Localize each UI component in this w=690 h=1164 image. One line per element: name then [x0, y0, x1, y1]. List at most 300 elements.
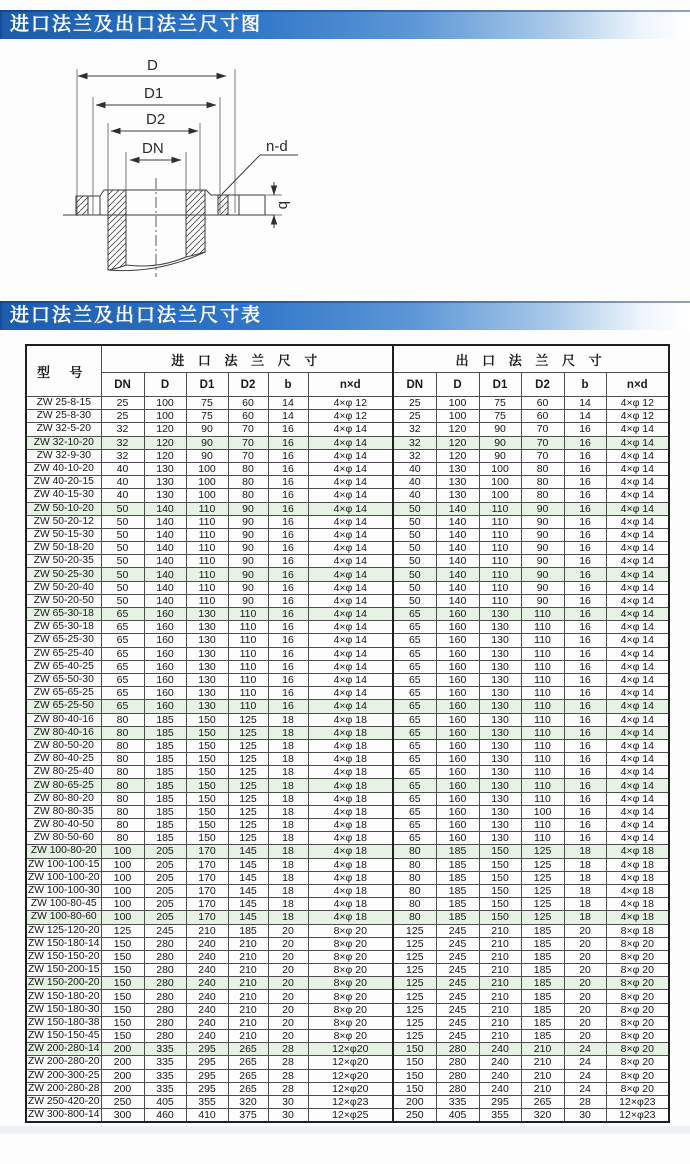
model-cell: ZW 80-40-16: [26, 726, 101, 739]
value-cell: 120: [144, 436, 186, 449]
value-cell: 50: [101, 555, 144, 568]
value-cell: 65: [101, 608, 144, 621]
value-cell: 90: [521, 515, 564, 528]
value-cell: 130: [186, 608, 228, 621]
value-cell: 90: [521, 581, 564, 594]
value-cell: 110: [228, 621, 268, 634]
value-cell: 30: [268, 1109, 308, 1123]
table-row: [26, 1016, 669, 1029]
value-cell: 125: [521, 898, 564, 911]
value-cell: 80: [393, 898, 436, 911]
value-cell: 24: [564, 1043, 606, 1056]
value-cell: 80: [101, 832, 144, 845]
value-cell: 4×φ 14: [606, 687, 669, 700]
value-cell: 210: [228, 1030, 268, 1043]
value-cell: 4×φ 14: [606, 832, 669, 845]
value-cell: 16: [268, 476, 308, 489]
value-cell: 250: [393, 1109, 436, 1123]
value-cell: 210: [521, 1056, 564, 1069]
value-cell: 125: [228, 739, 268, 752]
table-row: [26, 700, 669, 713]
value-cell: 140: [144, 528, 186, 541]
table-row: [26, 964, 669, 977]
value-cell: 50: [393, 528, 436, 541]
value-cell: 130: [479, 621, 521, 634]
value-cell: 125: [393, 964, 436, 977]
value-cell: 4×φ 18: [606, 911, 669, 924]
model-cell: ZW 150-180-38: [27, 1016, 100, 1028]
value-cell: 12×φ23: [606, 1109, 669, 1123]
value-cell: 4×φ 14: [606, 515, 669, 528]
model-cell: ZW 80-50-60: [26, 832, 101, 845]
value-cell: 75: [186, 397, 228, 410]
value-cell: 90: [186, 436, 228, 449]
value-cell: 170: [186, 871, 228, 884]
value-cell: 130: [186, 647, 228, 660]
value-cell: 60: [521, 397, 564, 410]
value-cell: 295: [186, 1069, 228, 1082]
value-cell: 90: [228, 515, 268, 528]
value-cell: 405: [144, 1095, 186, 1108]
value-cell: 200: [101, 1056, 144, 1069]
value-cell: 8×φ 20: [308, 950, 393, 963]
value-cell: 16: [564, 634, 606, 647]
value-cell: 100: [144, 410, 186, 423]
model-cell: ZW 80-40-50: [26, 819, 101, 832]
value-cell: 130: [479, 753, 521, 766]
value-cell: 16: [268, 436, 308, 449]
value-cell: 210: [479, 1030, 521, 1043]
value-cell: 16: [564, 660, 606, 673]
value-cell: 110: [479, 515, 521, 528]
column-header-inlet-b: b: [268, 373, 308, 397]
model-cell: ZW 250-420-20: [27, 1096, 100, 1108]
value-cell: 150: [186, 805, 228, 818]
value-cell: 120: [436, 436, 479, 449]
value-cell: 8×φ 20: [606, 1016, 669, 1029]
column-header-inlet-nxd: n×d: [308, 373, 393, 397]
model-cell: ZW 50-15-30: [26, 528, 101, 541]
value-cell: 4×φ 14: [606, 489, 669, 502]
value-cell: 8×φ 20: [308, 937, 393, 950]
column-header-outlet-b: b: [564, 373, 606, 397]
value-cell: 4×φ 14: [606, 568, 669, 581]
value-cell: 20: [268, 977, 308, 990]
value-cell: 80: [101, 739, 144, 752]
value-cell: 60: [228, 397, 268, 410]
value-cell: 4×φ 14: [606, 542, 669, 555]
model-cell: ZW 80-25-40: [26, 766, 101, 779]
value-cell: 20: [564, 1016, 606, 1029]
value-cell: 240: [186, 1016, 228, 1029]
value-cell: 125: [521, 871, 564, 884]
value-cell: 240: [186, 964, 228, 977]
value-cell: 16: [268, 542, 308, 555]
value-cell: 110: [479, 568, 521, 581]
value-cell: 16: [564, 832, 606, 845]
value-cell: 14: [268, 397, 308, 410]
value-cell: 110: [228, 634, 268, 647]
value-cell: 4×φ 14: [606, 805, 669, 818]
value-cell: 65: [393, 700, 436, 713]
value-cell: 185: [521, 964, 564, 977]
value-cell: 20: [564, 1003, 606, 1016]
value-cell: 16: [268, 608, 308, 621]
value-cell: 4×φ 14: [606, 634, 669, 647]
value-cell: 4×φ 14: [308, 502, 393, 515]
value-cell: 140: [144, 594, 186, 607]
value-cell: 160: [436, 739, 479, 752]
value-cell: 130: [186, 700, 228, 713]
value-cell: 100: [101, 884, 144, 897]
dim-label-b: b: [275, 201, 292, 210]
value-cell: 130: [479, 739, 521, 752]
value-cell: 110: [479, 528, 521, 541]
value-cell: 4×φ 14: [606, 555, 669, 568]
value-cell: 110: [186, 555, 228, 568]
column-header-outlet-d: D: [436, 373, 479, 397]
value-cell: 18: [268, 739, 308, 752]
value-cell: 100: [436, 397, 479, 410]
value-cell: 185: [521, 924, 564, 937]
value-cell: 16: [268, 594, 308, 607]
value-cell: 110: [479, 502, 521, 515]
value-cell: 210: [228, 977, 268, 990]
value-cell: 16: [564, 555, 606, 568]
value-cell: 16: [268, 687, 308, 700]
value-cell: 16: [268, 462, 308, 475]
value-cell: 28: [268, 1056, 308, 1069]
value-cell: 32: [101, 423, 144, 436]
value-cell: 50: [101, 515, 144, 528]
value-cell: 125: [393, 1016, 436, 1029]
table-row: [26, 555, 669, 568]
value-cell: 4×φ 18: [308, 792, 393, 805]
table-row: [26, 950, 669, 963]
value-cell: 65: [393, 819, 436, 832]
value-cell: 335: [144, 1082, 186, 1095]
value-cell: 12×φ25: [308, 1109, 393, 1123]
value-cell: 125: [228, 819, 268, 832]
value-cell: 150: [186, 753, 228, 766]
value-cell: 80: [101, 819, 144, 832]
table-row: [26, 753, 669, 766]
model-cell: ZW 65-40-25: [26, 660, 101, 673]
value-cell: 80: [521, 476, 564, 489]
value-cell: 160: [436, 608, 479, 621]
page-bottom-strip: [0, 1126, 690, 1134]
value-cell: 16: [268, 502, 308, 515]
table-row: [26, 489, 669, 502]
value-cell: 4×φ 14: [606, 476, 669, 489]
value-cell: 4×φ 18: [606, 871, 669, 884]
value-cell: 4×φ 18: [308, 911, 393, 924]
model-cell: ZW 32-9-30: [26, 449, 101, 462]
value-cell: 65: [393, 608, 436, 621]
table-row: [26, 502, 669, 515]
value-cell: 50: [101, 568, 144, 581]
value-cell: 4×φ 18: [606, 845, 669, 858]
value-cell: 410: [186, 1109, 228, 1123]
value-cell: 185: [144, 805, 186, 818]
value-cell: 110: [521, 700, 564, 713]
value-cell: 14: [268, 410, 308, 423]
value-cell: 295: [186, 1082, 228, 1095]
table-row: [26, 410, 669, 423]
value-cell: 125: [393, 990, 436, 1003]
value-cell: 125: [393, 977, 436, 990]
model-cell: ZW 100-100-20: [27, 871, 100, 883]
value-cell: 150: [186, 792, 228, 805]
value-cell: 16: [564, 462, 606, 475]
value-cell: 16: [564, 779, 606, 792]
dim-label-D: D: [147, 57, 158, 74]
value-cell: 4×φ 14: [606, 779, 669, 792]
value-cell: 125: [393, 950, 436, 963]
value-cell: 65: [393, 792, 436, 805]
column-header-inlet-d: D: [144, 373, 186, 397]
value-cell: 4×φ 14: [606, 766, 669, 779]
value-cell: 65: [101, 700, 144, 713]
value-cell: 32: [101, 436, 144, 449]
value-cell: 18: [268, 871, 308, 884]
value-cell: 14: [564, 397, 606, 410]
value-cell: 265: [228, 1069, 268, 1082]
value-cell: 12×φ20: [308, 1043, 393, 1056]
model-cell: ZW 65-25-40: [26, 647, 101, 660]
value-cell: 4×φ 14: [308, 528, 393, 541]
table-row: [26, 673, 669, 686]
value-cell: 110: [521, 713, 564, 726]
value-cell: 210: [228, 1003, 268, 1016]
value-cell: 150: [479, 858, 521, 871]
value-cell: 185: [436, 845, 479, 858]
value-cell: 130: [479, 647, 521, 660]
model-cell: ZW 50-25-30: [26, 568, 101, 581]
value-cell: 110: [186, 581, 228, 594]
value-cell: 8×φ 20: [308, 1003, 393, 1016]
value-cell: 110: [521, 673, 564, 686]
value-cell: 185: [144, 726, 186, 739]
value-cell: 18: [564, 871, 606, 884]
value-cell: 460: [144, 1109, 186, 1123]
value-cell: 4×φ 14: [606, 726, 669, 739]
value-cell: 8×φ 18: [606, 924, 669, 937]
value-cell: 70: [521, 436, 564, 449]
value-cell: 16: [564, 792, 606, 805]
value-cell: 185: [521, 977, 564, 990]
model-cell: ZW 80-80-20: [26, 792, 101, 805]
value-cell: 18: [268, 884, 308, 897]
value-cell: 280: [144, 1003, 186, 1016]
value-cell: 245: [436, 990, 479, 1003]
model-cell: ZW 65-25-30: [26, 634, 101, 647]
value-cell: 160: [436, 726, 479, 739]
value-cell: 210: [521, 1082, 564, 1095]
value-cell: 210: [479, 924, 521, 937]
value-cell: 300: [101, 1109, 144, 1123]
value-cell: 65: [101, 634, 144, 647]
value-cell: 20: [268, 1030, 308, 1043]
table-row: [26, 423, 669, 436]
value-cell: 50: [393, 555, 436, 568]
value-cell: 160: [436, 832, 479, 845]
value-cell: 150: [186, 713, 228, 726]
value-cell: 200: [101, 1082, 144, 1095]
value-cell: 80: [228, 489, 268, 502]
value-cell: 8×φ 20: [606, 990, 669, 1003]
value-cell: 130: [144, 489, 186, 502]
value-cell: 70: [521, 449, 564, 462]
table-row: [26, 436, 669, 449]
value-cell: 80: [101, 805, 144, 818]
value-cell: 20: [564, 924, 606, 937]
value-cell: 210: [521, 1069, 564, 1082]
value-cell: 8×φ 20: [308, 924, 393, 937]
value-cell: 12×φ20: [308, 1056, 393, 1069]
value-cell: 4×φ 14: [308, 700, 393, 713]
value-cell: 8×φ 20: [606, 950, 669, 963]
value-cell: 240: [479, 1069, 521, 1082]
value-cell: 75: [186, 410, 228, 423]
table-row: [26, 621, 669, 634]
value-cell: 100: [521, 805, 564, 818]
value-cell: 16: [564, 608, 606, 621]
value-cell: 265: [521, 1095, 564, 1108]
value-cell: 120: [436, 449, 479, 462]
column-header-inlet-dn: DN: [101, 373, 144, 397]
value-cell: 150: [479, 898, 521, 911]
value-cell: 12×φ20: [308, 1069, 393, 1082]
value-cell: 140: [436, 581, 479, 594]
value-cell: 4×φ 12: [606, 397, 669, 410]
value-cell: 110: [521, 832, 564, 845]
value-cell: 80: [228, 476, 268, 489]
value-cell: 4×φ 14: [606, 436, 669, 449]
value-cell: 4×φ 14: [308, 449, 393, 462]
value-cell: 160: [436, 805, 479, 818]
value-cell: 65: [101, 673, 144, 686]
value-cell: 80: [101, 766, 144, 779]
value-cell: 4×φ 18: [308, 805, 393, 818]
value-cell: 150: [186, 779, 228, 792]
value-cell: 50: [101, 542, 144, 555]
value-cell: 240: [186, 950, 228, 963]
value-cell: 130: [436, 462, 479, 475]
value-cell: 240: [479, 1056, 521, 1069]
value-cell: 130: [144, 476, 186, 489]
value-cell: 110: [228, 687, 268, 700]
value-cell: 65: [393, 766, 436, 779]
value-cell: 150: [101, 1030, 144, 1043]
value-cell: 265: [228, 1043, 268, 1056]
value-cell: 65: [393, 673, 436, 686]
value-cell: 210: [521, 1043, 564, 1056]
value-cell: 185: [436, 911, 479, 924]
value-cell: 160: [436, 673, 479, 686]
value-cell: 295: [479, 1095, 521, 1108]
value-cell: 130: [479, 608, 521, 621]
value-cell: 20: [564, 990, 606, 1003]
value-cell: 150: [186, 739, 228, 752]
value-cell: 16: [564, 449, 606, 462]
value-cell: 90: [186, 449, 228, 462]
value-cell: 16: [268, 515, 308, 528]
value-cell: 14: [564, 410, 606, 423]
value-cell: 90: [521, 528, 564, 541]
value-cell: 145: [228, 898, 268, 911]
value-cell: 30: [268, 1095, 308, 1108]
table-row: [26, 515, 669, 528]
value-cell: 28: [268, 1069, 308, 1082]
model-cell: ZW 200-280-14: [27, 1043, 100, 1055]
value-cell: 110: [186, 502, 228, 515]
value-cell: 25: [101, 410, 144, 423]
value-cell: 80: [101, 726, 144, 739]
value-cell: 355: [186, 1095, 228, 1108]
model-cell: ZW 125-120-20: [27, 924, 100, 936]
value-cell: 90: [228, 594, 268, 607]
value-cell: 185: [521, 937, 564, 950]
table-row: [26, 739, 669, 752]
value-cell: 210: [228, 964, 268, 977]
value-cell: 4×φ 14: [308, 436, 393, 449]
value-cell: 130: [479, 766, 521, 779]
value-cell: 90: [521, 568, 564, 581]
value-cell: 65: [393, 805, 436, 818]
value-cell: 65: [393, 687, 436, 700]
value-cell: 210: [228, 990, 268, 1003]
column-header-model: 型 号: [26, 345, 101, 397]
value-cell: 160: [144, 687, 186, 700]
table-row: [26, 608, 669, 621]
value-cell: 110: [186, 594, 228, 607]
value-cell: 20: [564, 1030, 606, 1043]
value-cell: 125: [521, 884, 564, 897]
value-cell: 18: [268, 713, 308, 726]
value-cell: 160: [144, 700, 186, 713]
value-cell: 210: [228, 937, 268, 950]
value-cell: 145: [228, 911, 268, 924]
model-cell: ZW 40-15-30: [26, 489, 101, 502]
table-row: [26, 1109, 669, 1123]
value-cell: 160: [144, 647, 186, 660]
value-cell: 110: [521, 660, 564, 673]
value-cell: 65: [101, 621, 144, 634]
value-cell: 40: [101, 476, 144, 489]
value-cell: 16: [564, 687, 606, 700]
value-cell: 4×φ 14: [606, 713, 669, 726]
value-cell: 245: [436, 1016, 479, 1029]
model-cell: ZW 65-30-18: [26, 621, 101, 634]
value-cell: 210: [479, 937, 521, 950]
value-cell: 150: [479, 871, 521, 884]
value-cell: 65: [101, 647, 144, 660]
value-cell: 160: [436, 660, 479, 673]
model-cell: ZW 80-65-25: [26, 779, 101, 792]
value-cell: 25: [101, 397, 144, 410]
table-row: [26, 990, 669, 1003]
value-cell: 65: [393, 660, 436, 673]
value-cell: 170: [186, 858, 228, 871]
value-cell: 50: [393, 515, 436, 528]
value-cell: 4×φ 18: [308, 753, 393, 766]
value-cell: 16: [564, 700, 606, 713]
value-cell: 170: [186, 898, 228, 911]
value-cell: 125: [228, 726, 268, 739]
value-cell: 110: [521, 739, 564, 752]
value-cell: 4×φ 14: [606, 792, 669, 805]
